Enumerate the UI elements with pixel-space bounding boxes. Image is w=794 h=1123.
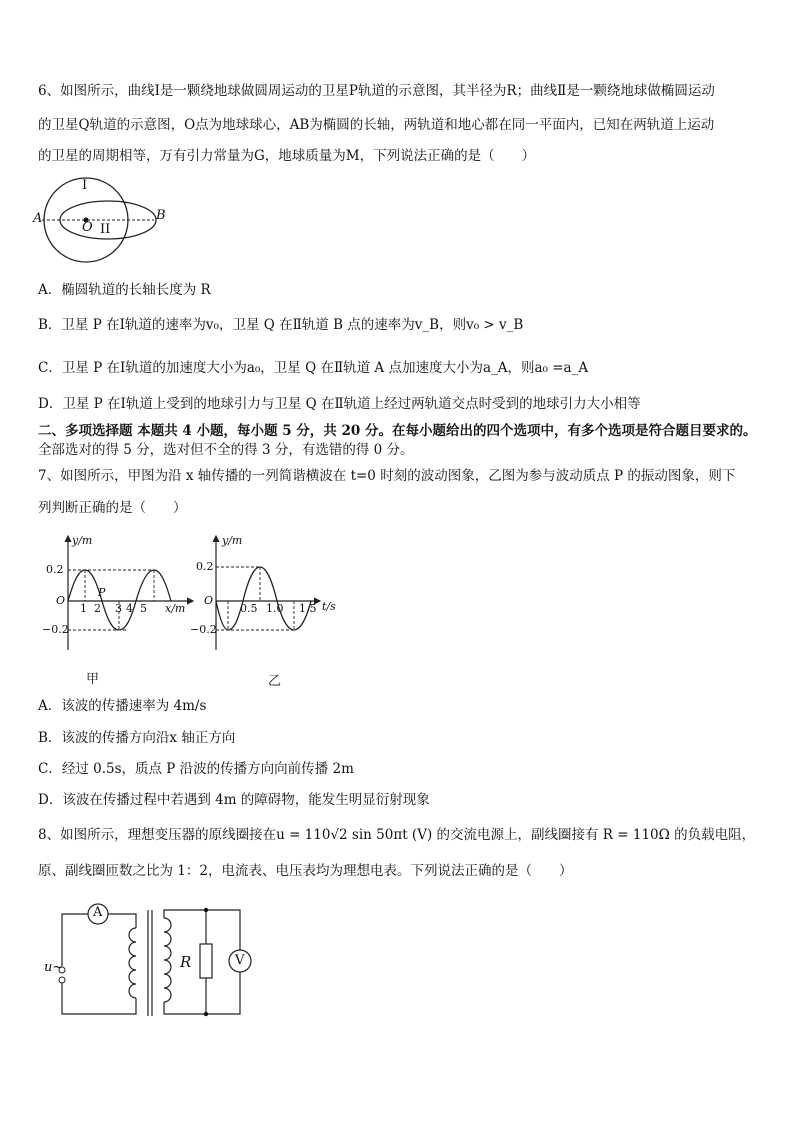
q6-stem-line-2: 的卫星Q轨道的示意图，O点为地球球心，AB为椭圆的长轴，两轨道和地心都在同一平面内，已知在两轨道上运动 [38, 117, 715, 133]
yi-ylabel: y/m [222, 534, 243, 547]
jia-xtick-3: 3 [115, 602, 122, 615]
q7-option-c: C．经过 0.5s，质点 P 沿波的传播方向向前传播 2m [38, 761, 354, 777]
jia-xlabel: x/m [165, 602, 186, 615]
q6-option-c: C．卫星 P 在Ⅰ轨道的加速度大小为a₀，卫星 Q 在Ⅱ轨道 A 点加速度大小为a_A，则a₀ =a_A [38, 360, 589, 376]
orbit-I-label: I [82, 178, 88, 193]
yi-xtick-1.0: 1.0 [266, 602, 284, 615]
jia-xtick-1: 1 [80, 602, 87, 615]
resistor-label: R [180, 953, 192, 971]
q7-stem-line-2: 列判断正确的是（ ） [38, 500, 187, 516]
orbit-II-label: II [100, 222, 111, 237]
q6-stem-line-3: 的卫星的周期相等，万有引力常量为G，地球质量为M，下列说法正确的是（ ） [38, 148, 536, 164]
jia-ylabel: y/m [72, 534, 93, 547]
yi-ytick-pos: 0.2 [196, 560, 214, 573]
yi-origin: O [204, 594, 214, 607]
jia-xtick-2: 2 [94, 602, 101, 615]
yi-ytick-neg: −0.2 [190, 623, 217, 636]
jia-xtick-4: 4 [126, 602, 133, 615]
point-A-label: A [33, 211, 43, 226]
voltmeter-label: V [235, 953, 245, 968]
source-label: u~ [44, 960, 64, 975]
q7-stem-line-1: 7、如图所示，甲图为沿 x 轴传播的一列简谐横波在 t=0 时刻的波动图象，乙图为参与波动质点 P 的振动图象，则下 [38, 468, 736, 484]
yi-caption: 乙 [268, 674, 282, 689]
q6-option-d: D．卫星 P 在Ⅰ轨道上受到的地球引力与卫星 Q 在Ⅱ轨道上经过两轨道交点时受到的地球引力大小相等 [38, 396, 641, 412]
vibration-graph-yi [190, 532, 350, 657]
primary-coil [129, 928, 136, 998]
q7-option-d: D．该波在传播过程中若遇到 4m 的障碍物，能发生明显衍射现象 [38, 792, 430, 808]
jia-caption: 甲 [86, 672, 100, 687]
q6-stem-line-1: 6、如图所示，曲线Ⅰ是一颗绕地球做圆周运动的卫星P轨道的示意图，其半径为R；曲线Ⅱ是一颗绕地球做椭圆运动 [38, 83, 715, 99]
point-B-label: B [156, 208, 166, 223]
q7-option-b: B．该波的传播方向沿x 轴正方向 [38, 730, 236, 746]
yi-xtick-1.5: 1.5 [299, 602, 317, 615]
section2-instructions-line-2: 全部选对的得 5 分，选对但不全的得 3 分，有选错的得 0 分。 [38, 442, 414, 458]
resistor-symbol [200, 944, 212, 978]
transformer-circuit [40, 896, 260, 1021]
jia-ytick-pos: 0.2 [46, 563, 64, 576]
q8-stem-line-2: 原、副线圈匝数之比为 1：2，电流表、电压表均为理想电表。下列说法正确的是（ ） [38, 863, 573, 879]
q6-option-b: B．卫星 P 在Ⅰ轨道的速率为v₀，卫星 Q 在Ⅱ轨道 B 点的速率为v_B，则v₀ > v_B [38, 317, 524, 333]
jia-xtick-5: 5 [140, 602, 147, 615]
yi-xlabel: t/s [322, 600, 336, 613]
q8-stem-line-1: 8、如图所示，理想变压器的原线圈接在u = 110√2 sin 50πt (V) 的交流电源上，副线圈接有 R = 110Ω 的负载电阻， [38, 827, 756, 843]
jia-ytick-neg: −0.2 [42, 623, 69, 636]
q7-option-a: A．该波的传播速率为 4m/s [38, 698, 207, 714]
jia-point-P: P [98, 586, 106, 599]
ammeter-label: A [93, 905, 103, 920]
q6-option-a: A．椭圆轨道的长轴长度为 R [38, 282, 211, 298]
jia-origin: O [56, 594, 66, 607]
secondary-coil [164, 918, 171, 1002]
wave-curve [68, 570, 171, 630]
center-O-label: O [82, 220, 93, 235]
vibration-curve [216, 567, 311, 630]
section2-instructions-line-1: 二、多项选择题 本题共 4 小题，每小题 5 分，共 20 分。在每小题给出的四个选项中，有多个选项是符合题目要求的。 [38, 423, 757, 439]
yi-xtick-0.5: 0.5 [240, 602, 258, 615]
